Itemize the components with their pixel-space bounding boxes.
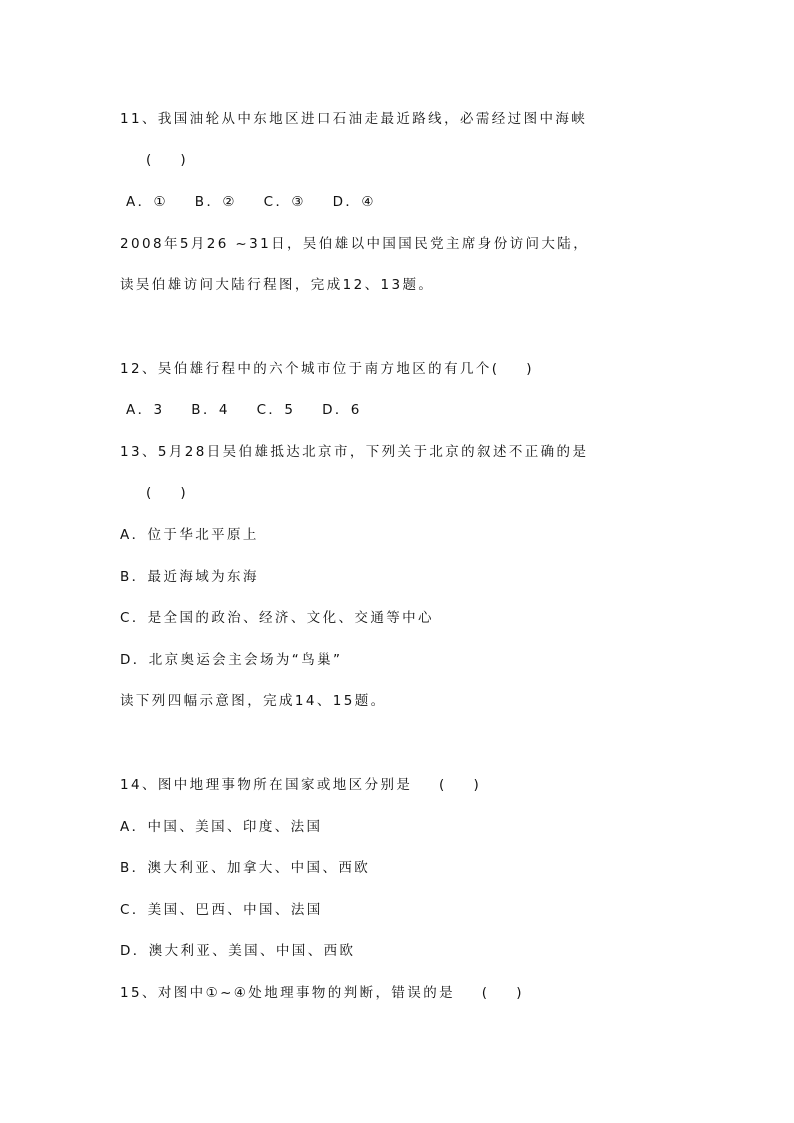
question-14-stem: 14、图中地理事物所在国家或地区分别是 ( )	[120, 777, 482, 793]
question-15-stem: 15、对图中①~④处地理事物的判断，错误的是 ( )	[120, 985, 524, 1001]
question-14-option-a: A．中国、美国、印度、法国	[120, 819, 323, 835]
question-13-stem: 13、5月28日吴伯雄抵达北京市，下列关于北京的叙述不正确的是	[120, 444, 589, 460]
intro-12-13-line-2: 读吴伯雄访问大陆行程图，完成12、13题。	[120, 277, 435, 293]
question-12-stem: 12、吴伯雄行程中的六个城市位于南方地区的有几个( )	[120, 361, 534, 377]
question-12-options: A．3 B．4 C．5 D．6	[126, 402, 362, 418]
intro-12-13-line-1: 2008年5月26 ~31日，吴伯雄以中国国民党主席身份访问大陆，	[120, 236, 590, 252]
intro-14-15-line: 读下列四幅示意图，完成14、15题。	[120, 693, 387, 709]
question-11-answer-paren: ( )	[146, 152, 189, 168]
question-14-option-c: C．美国、巴西、中国、法国	[120, 902, 323, 918]
question-13-answer-paren: ( )	[146, 485, 189, 501]
question-13-option-c: C．是全国的政治、经济、文化、交通等中心	[120, 610, 434, 626]
question-13-option-d: D．北京奥运会主会场为“鸟巢”	[120, 652, 343, 668]
question-14-option-d: D．澳大利亚、美国、中国、西欧	[120, 943, 356, 959]
question-11-options: A．① B．② C．③ D．④	[126, 194, 376, 210]
question-13-option-a: A．位于华北平原上	[120, 527, 259, 543]
question-13-option-b: B．最近海域为东海	[120, 569, 259, 585]
question-11-stem: 11、我国油轮从中东地区进口石油走最近路线，必需经过图中海峡	[120, 111, 588, 127]
question-14-option-b: B．澳大利亚、加拿大、中国、西欧	[120, 860, 371, 876]
